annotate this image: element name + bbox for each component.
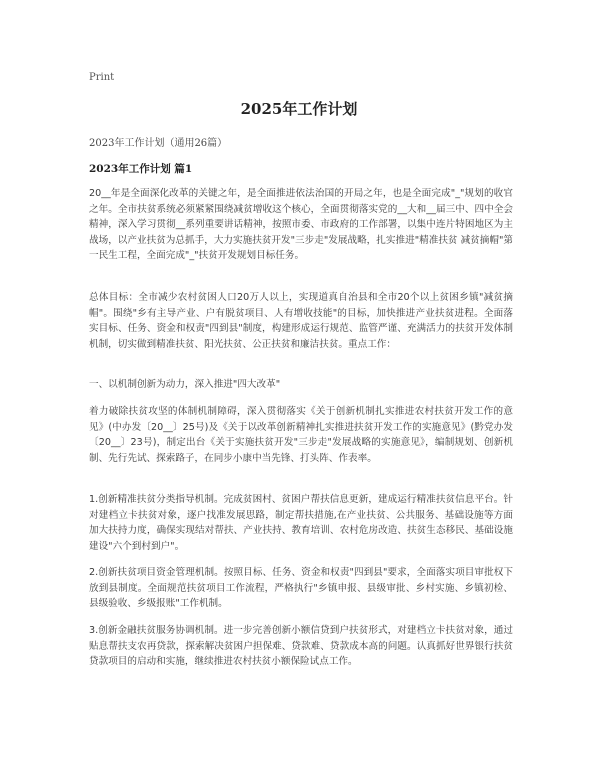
paragraph-overall-goal: 总体目标：全市减少农村贫困人口20万人以上，实现道真自治县和全市20个以上贫困乡镇"减贫摘帽"。围绕"乡有主导产业、户有脱贫项目、人有增收技能"的目标，加快推进产业扶贫进程。全面落实目标、任务、资金和权责"四到县"制度，构建形成运行规范、监管严谨、充满活力的扶贫开发体制机制，切实做到精准扶贫、阳光扶贫、公正扶贫和廉洁扶贫。重点工作： [89,292,513,350]
section-heading: 2023年工作计划 篇1 [89,163,193,175]
paragraph-intro: 20__年是全面深化改革的关键之年，是全面推进依法治国的开局之年，也是全面完成"_"规划的收官之年。全市扶贫系统必须紧紧围绕减贫增收这个核心，全面贯彻落实党的__大和__届三中、四中全会精神，深入学习贯彻__系列重要讲话精神，按照市委、市政府的工作部署，以集中连片特困地区为主战场，以产业扶贫为总抓手，大力实施扶贫开发"三步走"发展战略，扎实推进"精准扶贫 减贫摘帽"第一民生工程，全面完成"_"扶贫开发规划目标任务。 [89,188,513,262]
paragraph-subheading-reform: 一、以机制创新为动力，深入推进"四大改革" [89,379,281,390]
paragraph-item-3: 3.创新金融扶贫服务协调机制。进一步完善创新小额信贷到户扶贫形式，对建档立卡扶贫对象，通过贴息帮扶支农再贷款，探索解决贫困户担保难、贷款难、贷款成本高的问题。认真抓好世界银行扶贫贷款项目的启动和实施，继续推进农村扶贫小额保险试点工作。 [89,625,513,668]
document-title: 2025年工作计划 [240,100,358,118]
paragraph-item-1: 1.创新精准扶贫分类指导机制。完成贫困村、贫困户帮扶信息更新，建成运行精准扶贫信息平台。针对建档立卡扶贫对象，逐户找准发展思路，制定帮扶措施,在产业扶贫、公共服务、基础设施等方面加大扶持力度，确保实现结对帮扶、产业扶持、教育培训、农村危房改造、扶贫生态移民、基础设施建设"六个到村到户"。 [89,494,513,552]
print-label: Print [89,72,115,83]
paragraph-item-2: 2.创新扶贫项目资金管理机制。按照目标、任务、资金和权责"四到县"要求，全面落实项目审批权下放到县制度。全面规范扶贫项目工作流程，严格执行"乡镇申报、县级审批、乡村实施、乡镇初检、县级验收、乡级报账"工作机制。 [89,567,513,610]
document-subtitle: 2023年工作计划（通用26篇） [89,138,228,149]
paragraph-mechanism: 着力破除扶贫攻坚的体制机制障碍，深入贯彻落实《关于创新机制扎实推进农村扶贫开发工作的意见》(中办发〔20__〕25号)及《关于以改革创新精神扎实推进扶贫开发工作的实施意见》(黔党办发〔20__〕23号)，制定出台《关于实施扶贫开发"三步走"发展战略的实施意见》，编制规划、创新机制、先行先试、探索路子，在同步小康中当先锋、打头阵、作表率。 [89,406,513,464]
